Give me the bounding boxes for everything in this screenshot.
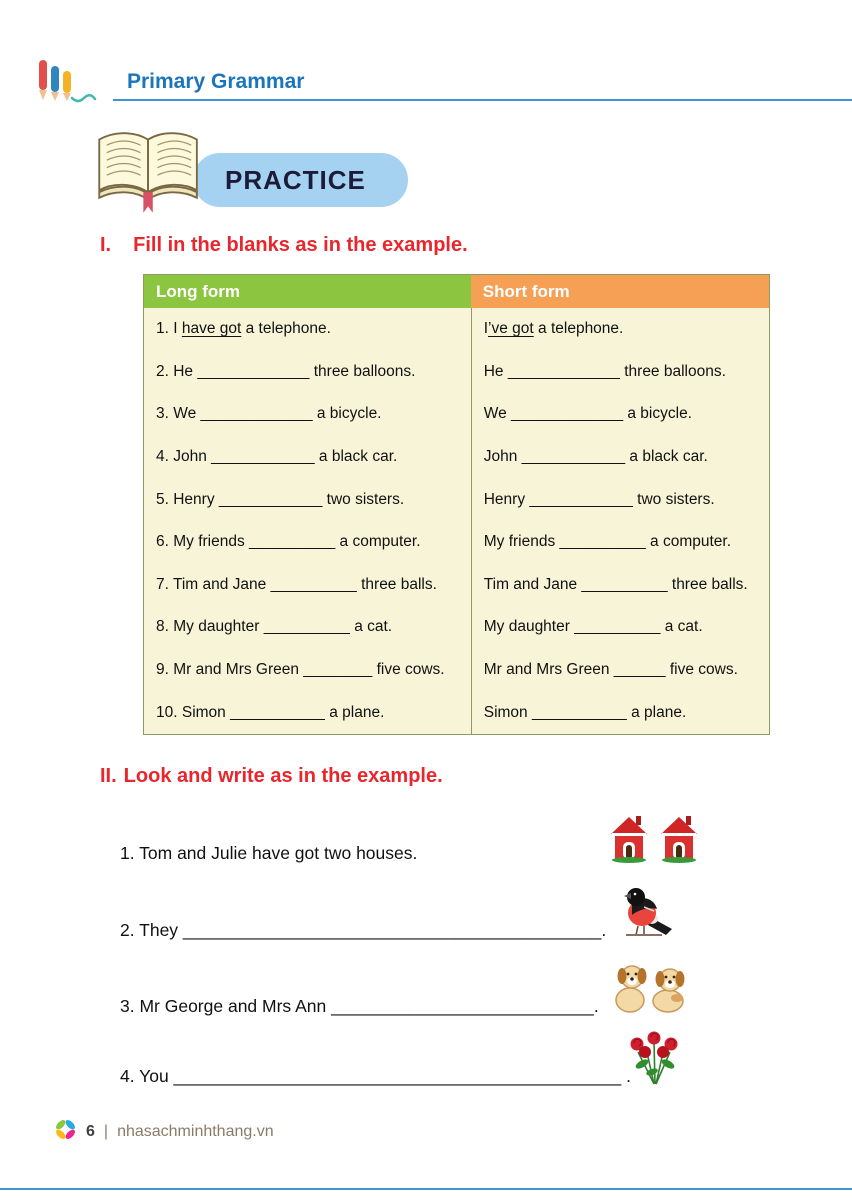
- footer-separator: |: [103, 1123, 109, 1140]
- footer-rule: [0, 1188, 852, 1190]
- table-line-long: 6. My friends __________ a computer.: [156, 533, 421, 551]
- example-short-underlined: ’ve got: [488, 320, 534, 338]
- example-short-pre: I: [483, 320, 489, 338]
- table-line-example-long: [144, 308, 471, 351]
- example-long-pre: 1. I: [156, 320, 182, 338]
- exercise1-title: Fill in the blanks as in the example.: [133, 234, 468, 256]
- example-short-post: a telephone.: [533, 320, 624, 338]
- page-title: Primary Grammar: [127, 70, 305, 93]
- table-line-example-short: [472, 308, 769, 351]
- table-line-short: We _____________ a bicycle.: [483, 405, 692, 423]
- exercise2-item-text: 4. You ______________________________________________ .: [120, 1066, 631, 1086]
- table-line-short: He _____________ three balloons.: [483, 362, 726, 380]
- table-line-long: 3. We _____________ a bicycle.: [156, 405, 382, 423]
- table-line-long: 9. Mr and Mrs Green ________ five cows.: [156, 661, 445, 679]
- table-line-long: 4. John ____________ a black car.: [156, 448, 398, 466]
- exercise2-title: Look and write as in the example.: [123, 765, 443, 787]
- table-line-short: Tim and Jane __________ three balls.: [483, 575, 748, 593]
- table-line-short: My friends __________ a computer.: [483, 533, 732, 551]
- long-form-column: [144, 308, 471, 734]
- table-body: [144, 308, 769, 734]
- flowers-image: [624, 1030, 686, 1093]
- short-form-column: [471, 308, 769, 734]
- table-line-short: Simon ___________ a plane.: [483, 703, 687, 721]
- example-long-underlined: have got: [181, 320, 242, 338]
- table-line-short: Mr and Mrs Green ______ five cows.: [483, 661, 738, 679]
- table-line-short: John ____________ a black car.: [483, 448, 708, 466]
- open-book-icon: [88, 124, 210, 223]
- footer-site-name: nhasachminhthang.vn: [117, 1123, 274, 1140]
- pencils-icon: [34, 56, 100, 109]
- publisher-logo-icon: [54, 1118, 77, 1146]
- puppies-image: [610, 960, 690, 1019]
- exercise2-item-text: 1. Tom and Julie have got two houses.: [120, 843, 418, 863]
- exercise2-numeral: II.: [100, 765, 117, 787]
- long-form-header: Long form: [144, 275, 471, 308]
- example-long-post: a telephone.: [241, 320, 331, 338]
- table-line-short: Henry ____________ two sisters.: [483, 490, 715, 508]
- table-header-row: [144, 275, 769, 308]
- table-line-long: 2. He _____________ three balloons.: [156, 362, 416, 380]
- exercise1-numeral: I.: [100, 234, 112, 256]
- exercise2-item-text: 3. Mr George and Mrs Ann ___________________________.: [120, 996, 599, 1016]
- practice-banner: [193, 153, 408, 207]
- bird-image: [622, 883, 676, 944]
- table-line-long: 10. Simon ___________ a plane.: [156, 703, 385, 721]
- exercise1-heading: [100, 234, 468, 257]
- houses-image: [610, 813, 700, 868]
- footer: [54, 1118, 274, 1146]
- exercise2-item-text: 2. They ___________________________________________.: [120, 920, 607, 940]
- table-line-long: 8. My daughter __________ a cat.: [156, 618, 393, 636]
- practice-banner-label: PRACTICE: [225, 164, 366, 195]
- header-rule: [113, 99, 852, 101]
- grammar-table: [143, 274, 770, 735]
- table-line-long: 7. Tim and Jane __________ three balls.: [156, 575, 437, 593]
- table-line-short: My daughter __________ a cat.: [483, 618, 703, 636]
- page-number: 6: [86, 1123, 95, 1140]
- table-line-long: 5. Henry ____________ two sisters.: [156, 490, 405, 508]
- short-form-header: Short form: [471, 275, 769, 308]
- exercise2-heading: [100, 765, 443, 788]
